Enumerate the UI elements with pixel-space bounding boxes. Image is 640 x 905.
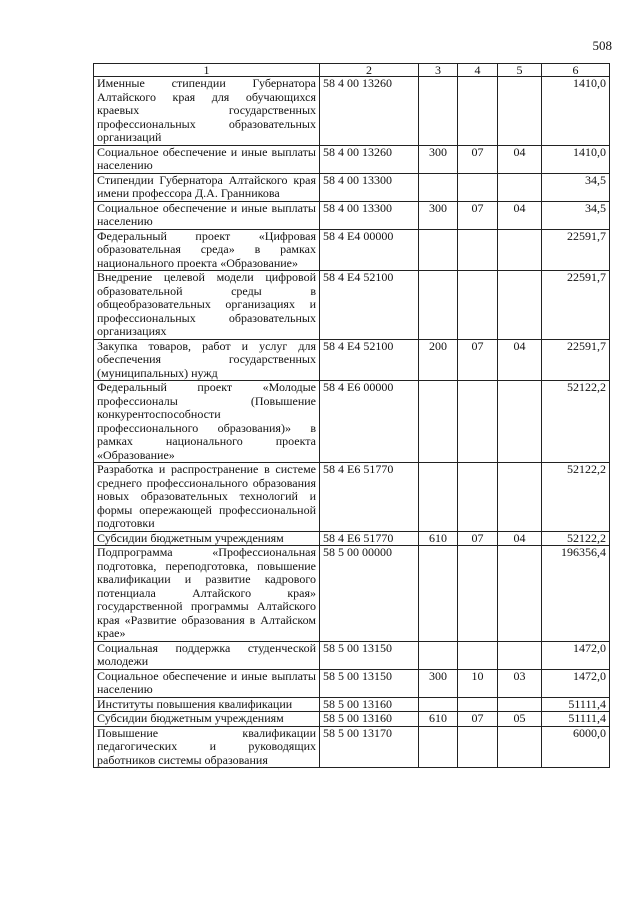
row-expense-type bbox=[419, 463, 458, 532]
row-amount: 22591,7 bbox=[542, 271, 610, 340]
table-row bbox=[94, 546, 610, 642]
row-expense-type bbox=[419, 271, 458, 340]
row-name: Социальная поддержка студенческой молодежи bbox=[94, 641, 320, 669]
row-amount: 1410,0 bbox=[542, 145, 610, 173]
row-expense-type: 300 bbox=[419, 201, 458, 229]
row-name: Субсидии бюджетным учреждениям bbox=[94, 712, 320, 727]
row-expense-type bbox=[419, 229, 458, 271]
row-amount: 22591,7 bbox=[542, 229, 610, 271]
row-expense-type: 300 bbox=[419, 145, 458, 173]
row-code: 58 4 00 13260 bbox=[320, 77, 419, 146]
row-code: 58 4 00 13300 bbox=[320, 201, 419, 229]
row-code: 58 4 E6 00000 bbox=[320, 381, 419, 463]
row-section: 07 bbox=[458, 145, 498, 173]
row-amount: 196356,4 bbox=[542, 546, 610, 642]
row-name: Стипендии Губернатора Алтайского края имени профессора Д.А. Гранникова bbox=[94, 173, 320, 201]
row-code: 58 5 00 13150 bbox=[320, 641, 419, 669]
table-row bbox=[94, 641, 610, 669]
table-row bbox=[94, 339, 610, 381]
column-header: 2 bbox=[320, 64, 419, 77]
row-subsection bbox=[498, 726, 542, 768]
row-expense-type: 200 bbox=[419, 339, 458, 381]
row-section bbox=[458, 381, 498, 463]
row-name: Закупка товаров, работ и услуг для обеспечения государственных (муниципальных) нужд bbox=[94, 339, 320, 381]
row-subsection bbox=[498, 463, 542, 532]
row-subsection bbox=[498, 546, 542, 642]
table-row bbox=[94, 712, 610, 727]
row-amount: 34,5 bbox=[542, 201, 610, 229]
row-code: 58 5 00 13150 bbox=[320, 669, 419, 697]
row-subsection: 04 bbox=[498, 339, 542, 381]
row-name: Именные стипендии Губернатора Алтайского края для обучающихся краевых государственных профессиональных образовательных организаций bbox=[94, 77, 320, 146]
row-amount: 22591,7 bbox=[542, 339, 610, 381]
row-amount: 1472,0 bbox=[542, 641, 610, 669]
table-row bbox=[94, 271, 610, 340]
row-section: 10 bbox=[458, 669, 498, 697]
row-subsection bbox=[498, 77, 542, 146]
row-name: Субсидии бюджетным учреждениям bbox=[94, 531, 320, 546]
table-row bbox=[94, 77, 610, 146]
row-amount: 1472,0 bbox=[542, 669, 610, 697]
table-row bbox=[94, 726, 610, 768]
column-header: 3 bbox=[419, 64, 458, 77]
row-expense-type bbox=[419, 641, 458, 669]
table-row bbox=[94, 669, 610, 697]
row-subsection: 04 bbox=[498, 201, 542, 229]
row-subsection bbox=[498, 173, 542, 201]
row-code: 58 5 00 13170 bbox=[320, 726, 419, 768]
row-subsection bbox=[498, 641, 542, 669]
row-subsection bbox=[498, 229, 542, 271]
row-subsection bbox=[498, 271, 542, 340]
row-section bbox=[458, 546, 498, 642]
row-section bbox=[458, 697, 498, 712]
row-subsection: 04 bbox=[498, 531, 542, 546]
row-name: Внедрение целевой модели цифровой образовательной среды в общеобразовательных организациях и профессиональных образовательных организациях bbox=[94, 271, 320, 340]
budget-table bbox=[93, 63, 610, 768]
row-name: Социальное обеспечение и иные выплаты населению bbox=[94, 669, 320, 697]
table-row bbox=[94, 463, 610, 532]
column-header: 5 bbox=[498, 64, 542, 77]
row-subsection: 03 bbox=[498, 669, 542, 697]
row-code: 58 4 E4 52100 bbox=[320, 271, 419, 340]
row-expense-type: 610 bbox=[419, 712, 458, 727]
table-row bbox=[94, 229, 610, 271]
row-code: 58 4 00 13300 bbox=[320, 173, 419, 201]
table-header-row bbox=[94, 64, 610, 77]
row-section bbox=[458, 229, 498, 271]
row-name: Повышение квалификации педагогических и руководящих работников системы образования bbox=[94, 726, 320, 768]
row-expense-type bbox=[419, 697, 458, 712]
row-code: 58 4 E4 00000 bbox=[320, 229, 419, 271]
row-amount: 52122,2 bbox=[542, 381, 610, 463]
row-expense-type bbox=[419, 546, 458, 642]
column-header: 6 bbox=[542, 64, 610, 77]
row-name: Социальное обеспечение и иные выплаты населению bbox=[94, 201, 320, 229]
row-amount: 1410,0 bbox=[542, 77, 610, 146]
row-section bbox=[458, 173, 498, 201]
column-header: 1 bbox=[94, 64, 320, 77]
row-expense-type: 300 bbox=[419, 669, 458, 697]
row-subsection bbox=[498, 697, 542, 712]
row-section bbox=[458, 463, 498, 532]
row-name: Институты повышения квалификации bbox=[94, 697, 320, 712]
row-section bbox=[458, 726, 498, 768]
row-expense-type bbox=[419, 77, 458, 146]
row-section: 07 bbox=[458, 531, 498, 546]
row-subsection: 05 bbox=[498, 712, 542, 727]
table-row bbox=[94, 531, 610, 546]
table-row bbox=[94, 201, 610, 229]
row-code: 58 5 00 00000 bbox=[320, 546, 419, 642]
row-section bbox=[458, 641, 498, 669]
row-name: Социальное обеспечение и иные выплаты населению bbox=[94, 145, 320, 173]
row-section: 07 bbox=[458, 339, 498, 381]
row-name: Подпрограмма «Профессиональная подготовка, переподготовка, повышение квалификации и развитие кадрового потенциала Алтайского края» государственной программы Алтайского края «Развитие образования в Алтайском крае» bbox=[94, 546, 320, 642]
row-amount: 51111,4 bbox=[542, 697, 610, 712]
row-expense-type bbox=[419, 173, 458, 201]
column-header: 4 bbox=[458, 64, 498, 77]
row-code: 58 5 00 13160 bbox=[320, 712, 419, 727]
row-expense-type bbox=[419, 381, 458, 463]
row-subsection: 04 bbox=[498, 145, 542, 173]
row-amount: 52122,2 bbox=[542, 531, 610, 546]
table-row bbox=[94, 145, 610, 173]
row-section: 07 bbox=[458, 201, 498, 229]
row-subsection bbox=[498, 381, 542, 463]
page-number: 508 bbox=[592, 38, 612, 53]
row-section bbox=[458, 77, 498, 146]
table-row bbox=[94, 381, 610, 463]
row-code: 58 4 00 13260 bbox=[320, 145, 419, 173]
table-row bbox=[94, 173, 610, 201]
row-section: 07 bbox=[458, 712, 498, 727]
row-code: 58 4 E6 51770 bbox=[320, 531, 419, 546]
row-code: 58 4 E6 51770 bbox=[320, 463, 419, 532]
row-expense-type: 610 bbox=[419, 531, 458, 546]
row-name: Разработка и распространение в системе среднего профессионального образования новых образовательных технологий и формы опережающей профессиональной подготовки bbox=[94, 463, 320, 532]
row-amount: 51111,4 bbox=[542, 712, 610, 727]
row-amount: 6000,0 bbox=[542, 726, 610, 768]
row-code: 58 5 00 13160 bbox=[320, 697, 419, 712]
row-amount: 34,5 bbox=[542, 173, 610, 201]
row-amount: 52122,2 bbox=[542, 463, 610, 532]
row-expense-type bbox=[419, 726, 458, 768]
row-code: 58 4 E4 52100 bbox=[320, 339, 419, 381]
row-name: Федеральный проект «Цифровая образовательная среда» в рамках национального проекта «Образование» bbox=[94, 229, 320, 271]
row-name: Федеральный проект «Молодые профессионалы (Повышение конкурентоспособности профессионального образования)» в рамках национального проекта «Образование» bbox=[94, 381, 320, 463]
table-row bbox=[94, 697, 610, 712]
row-section bbox=[458, 271, 498, 340]
table-body bbox=[94, 77, 610, 768]
